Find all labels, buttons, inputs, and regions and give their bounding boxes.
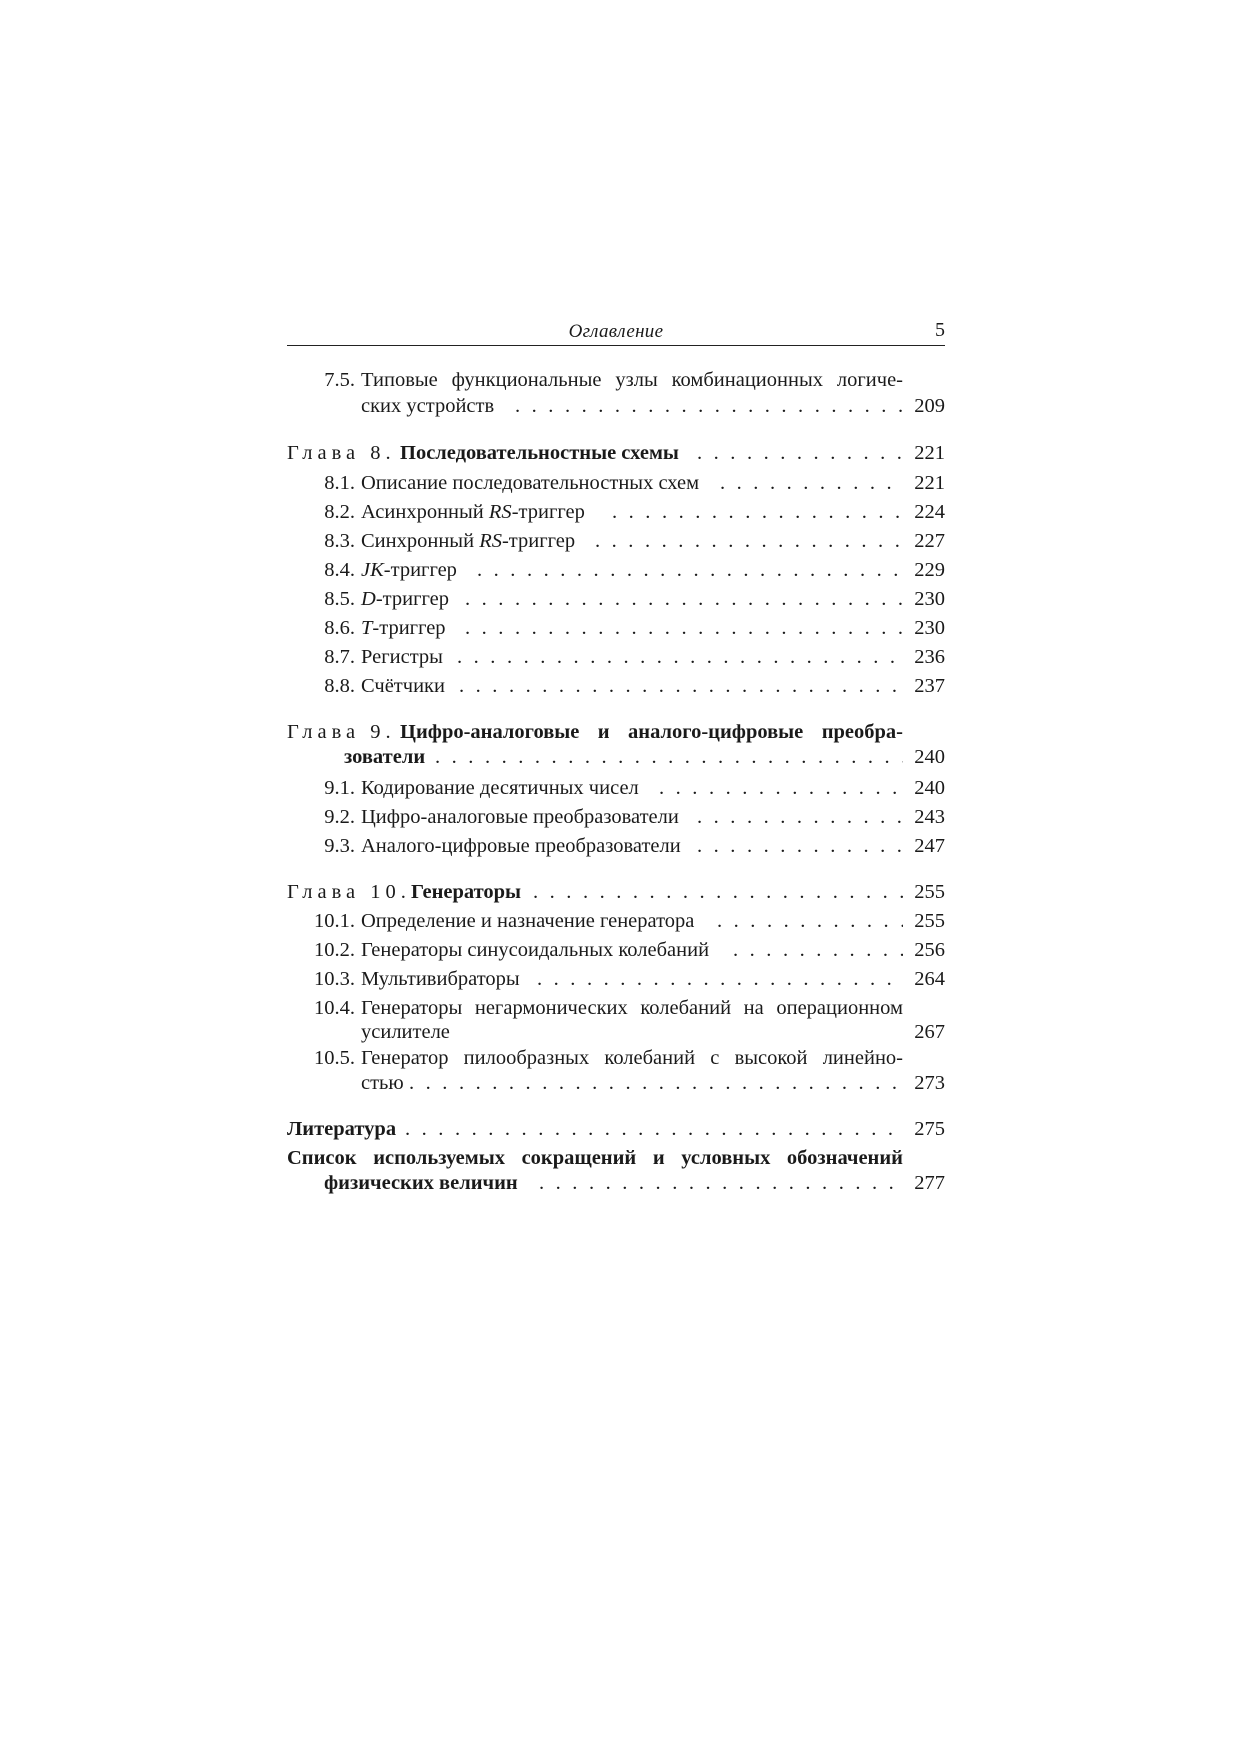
- entry-number: 10.5.: [314, 1047, 355, 1069]
- entry-page: 243: [914, 806, 945, 828]
- dot-leader: [537, 965, 903, 993]
- entry-title-line1: Типовые функциональные узлы комбинационных логиче-: [361, 369, 903, 391]
- entry-page: 256: [914, 939, 945, 961]
- dot-leader: [659, 774, 903, 802]
- dot-leader: [595, 527, 903, 555]
- entry-number: 8.5.: [324, 588, 355, 610]
- entry-title-line2: ских устройств: [361, 395, 495, 417]
- toc-entry-8-4[interactable]: [287, 556, 945, 584]
- toc-entry-10-3[interactable]: [287, 965, 945, 993]
- entry-number: 10.3.: [314, 968, 355, 990]
- toc-entry-8-3[interactable]: [287, 527, 945, 555]
- entry-page: 227: [914, 530, 945, 552]
- entry-page: 230: [914, 588, 945, 610]
- chapter-label: Глава 10.: [287, 881, 411, 903]
- entry-page: 264: [914, 968, 945, 990]
- entry-title-line2: усилителе: [361, 1021, 450, 1043]
- entry-page: 255: [914, 910, 945, 932]
- entry-page: 273: [914, 1072, 945, 1094]
- entry-title: Литература: [287, 1118, 397, 1140]
- entry-title: Регистры: [361, 646, 443, 668]
- toc-entry-8-1[interactable]: [287, 469, 945, 497]
- dot-leader: [733, 936, 903, 964]
- entry-page: 221: [914, 472, 945, 494]
- entry-number: 9.3.: [324, 835, 355, 857]
- dot-leader: [533, 878, 903, 906]
- toc-entry-8-2[interactable]: [287, 498, 945, 526]
- dot-leader: [409, 1069, 903, 1097]
- entry-page: 224: [914, 501, 945, 523]
- entry-title-line2: физических величин: [324, 1172, 518, 1194]
- toc-entry-7-5[interactable]: [287, 366, 945, 394]
- entry-page: 221: [914, 442, 945, 464]
- dot-leader: [465, 585, 903, 613]
- entry-page: 267: [914, 1021, 945, 1043]
- dot-leader: [612, 498, 903, 526]
- entry-title: D-триггер: [361, 588, 449, 610]
- entry-number: 7.5.: [324, 369, 355, 391]
- toc-entry-8-8[interactable]: [287, 672, 945, 700]
- entry-number: 8.8.: [324, 675, 355, 697]
- entry-title-line2: стью: [361, 1072, 404, 1094]
- entry-page: 240: [914, 746, 945, 768]
- dot-leader: [720, 469, 903, 497]
- entry-page: 247: [914, 835, 945, 857]
- entry-title-line1: Список используемых сокращений и условных обозначений: [287, 1147, 903, 1169]
- toc-entry-10-2[interactable]: [287, 936, 945, 964]
- entry-page: 277: [914, 1172, 945, 1194]
- entry-number: 8.4.: [324, 559, 355, 581]
- entry-title: Асинхронный RS-триггер: [361, 501, 585, 523]
- entry-page: 275: [914, 1118, 945, 1140]
- toc-entry-10-1[interactable]: [287, 907, 945, 935]
- entry-page: 237: [914, 675, 945, 697]
- dot-leader: [457, 643, 903, 671]
- dot-leader: [697, 832, 903, 860]
- toc-entry-10-5[interactable]: [287, 1044, 945, 1072]
- entry-number: 9.2.: [324, 806, 355, 828]
- entry-title: JK-триггер: [361, 559, 457, 581]
- dot-leader: [435, 743, 903, 771]
- entry-page: 240: [914, 777, 945, 799]
- toc-entry-8-6[interactable]: [287, 614, 945, 642]
- chapter-title: Последовательностные схемы: [400, 442, 679, 464]
- toc-abbreviations-cont[interactable]: [287, 1169, 945, 1197]
- chapter-label: Глава 8.: [287, 442, 396, 464]
- toc-chapter-8[interactable]: [287, 439, 945, 467]
- chapter-title: Генераторы: [411, 881, 522, 903]
- toc-chapter-10[interactable]: [287, 878, 945, 906]
- page-number: 5: [935, 319, 945, 341]
- entry-number: 10.4.: [314, 997, 355, 1019]
- chapter-title-line2: зователи: [344, 746, 426, 768]
- toc-entry-9-2[interactable]: [287, 803, 945, 831]
- toc-entry-7-5-cont[interactable]: [287, 392, 945, 420]
- toc-entry-10-4-cont[interactable]: [287, 1018, 945, 1046]
- toc-chapter-9-cont[interactable]: [287, 743, 945, 771]
- chapter-label: Глава 9.: [287, 721, 396, 743]
- entry-title: Синхронный RS-триггер: [361, 530, 576, 552]
- toc-entry-9-3[interactable]: [287, 832, 945, 860]
- entry-title: Описание последовательностных схем: [361, 472, 700, 494]
- entry-page: 229: [914, 559, 945, 581]
- entry-number: 10.2.: [314, 939, 355, 961]
- dot-leader: [465, 614, 903, 642]
- entry-page: 236: [914, 646, 945, 668]
- entry-title: Цифро-аналоговые преобразователи: [361, 806, 679, 828]
- entry-title: Кодирование десятичных чисел: [361, 777, 639, 799]
- dot-leader: [515, 392, 903, 420]
- entry-page: 209: [914, 395, 945, 417]
- entry-number: 8.3.: [324, 530, 355, 552]
- dot-leader: [459, 672, 903, 700]
- dot-leader: [697, 439, 903, 467]
- toc-literature[interactable]: [287, 1115, 945, 1143]
- entry-title: Определение и назначение генератора: [361, 910, 695, 932]
- entry-number: 10.1.: [314, 910, 355, 932]
- entry-number: 8.2.: [324, 501, 355, 523]
- dot-leader: [717, 907, 903, 935]
- toc-abbreviations[interactable]: [287, 1144, 945, 1172]
- entry-number: 8.6.: [324, 617, 355, 639]
- running-header: [287, 319, 945, 346]
- entry-number: 8.1.: [324, 472, 355, 494]
- entry-number: 9.1.: [324, 777, 355, 799]
- dot-leader: [405, 1115, 903, 1143]
- dot-leader: [697, 803, 903, 831]
- entry-title: Счётчики: [361, 675, 445, 697]
- entry-page: 230: [914, 617, 945, 639]
- toc-chapter-9[interactable]: [287, 718, 945, 746]
- toc-entry-8-5[interactable]: [287, 585, 945, 613]
- entry-page: 255: [914, 881, 945, 903]
- entry-title: Аналого-цифровые преобразователи: [361, 835, 681, 857]
- entry-number: 8.7.: [324, 646, 355, 668]
- running-title: Оглавление: [568, 321, 664, 342]
- chapter-title-line1: Цифро-аналоговые и аналого-цифровые преобра-: [400, 721, 903, 743]
- entry-title-line1: Генератор пилообразных колебаний с высокой линейно-: [361, 1047, 903, 1069]
- toc-entry-10-5-cont[interactable]: [287, 1069, 945, 1097]
- entry-title: Мультивибраторы: [361, 968, 520, 990]
- toc-entry-9-1[interactable]: [287, 774, 945, 802]
- entry-title: T-триггер: [361, 617, 446, 639]
- toc-entry-8-7[interactable]: [287, 643, 945, 671]
- dot-leader: [477, 556, 903, 584]
- dot-leader: [539, 1169, 903, 1197]
- entry-title: Генераторы синусоидальных колебаний: [361, 939, 710, 961]
- entry-title-line1: Генераторы негармонических колебаний на операционном: [361, 997, 903, 1019]
